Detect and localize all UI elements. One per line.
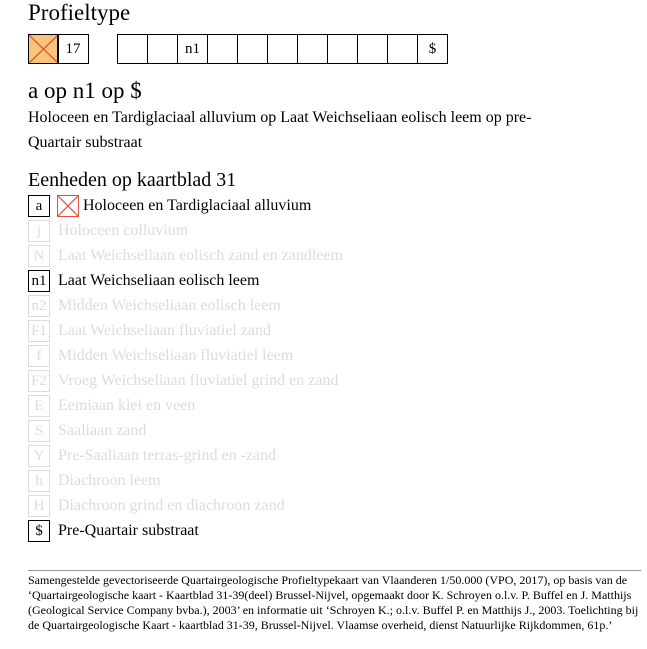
legend-code-box: Y	[28, 445, 50, 467]
profile-number: 17	[57, 34, 89, 64]
legend-label: Midden Weichseliaan eolisch leem	[58, 297, 281, 314]
legend-code-box: H	[28, 495, 50, 517]
footer-source-text: Samengestelde gevectoriseerde Quartairgeologische Profieltypekaart van Vlaanderen 1/50.000 (VPO, 2017), op basis van de ‘Quartairgeologische kaart - Kaartblad 31-39(deel) Brussel-Nijvel, opgemaakt door K. Schroyen o.l.v. P. Buffel en J. Matthijs (Geological Service Company bvba.), 2003’ en informatie uit ‘Schroyen K.; o.l.v. Buffel P. en Matthijs J., 2003. Toelichting bij de Quartairgeologische Kaart - kaartblad 31-39, Brussel-Nijvel. Vlaamse overheid, dienst Natuurlijke Rijkdommen, 61p.’	[28, 573, 639, 632]
profile-layer-cell	[267, 34, 298, 64]
cross-hatch-icon	[29, 35, 58, 63]
legend-code-box: S	[28, 420, 50, 442]
profile-layer-cell	[207, 34, 238, 64]
legend-code-box: a	[28, 195, 50, 217]
profile-layer-cell	[327, 34, 358, 64]
page-title: Profieltype	[28, 0, 131, 25]
legend-code-box: j	[28, 220, 50, 242]
profile-layer-cell	[237, 34, 268, 64]
profile-code-formula: a op n1 op $	[28, 78, 142, 103]
profile-layer-cell	[357, 34, 388, 64]
profile-description: Holoceen en Tardiglaciaal alluvium op Laat Weichseliaan eolisch leem op pre-Quartair substraat	[28, 109, 532, 151]
profile-layer-cell	[297, 34, 328, 64]
legend-code-box: n1	[28, 270, 50, 292]
legend-label: Laat Weichseliaan eolisch leem	[58, 272, 260, 289]
legend-label: Eemiaan klei en veen	[58, 397, 196, 414]
legend-label: Pre-Quartair substraat	[58, 522, 199, 539]
legend-code-box: $	[28, 520, 50, 542]
legend-code-box: f	[28, 345, 50, 367]
legend-code-box: F1	[28, 320, 50, 342]
profile-layer-cell	[117, 34, 148, 64]
profile-layer-cell: $	[417, 34, 448, 64]
cross-hatch-icon	[57, 195, 79, 217]
profile-symbol	[28, 34, 59, 64]
legend-label: Laat Weichseliaan fluviatiel zand	[58, 322, 271, 339]
legend-code-box: h	[28, 470, 50, 492]
profile-layer-cell	[147, 34, 178, 64]
legend-label: Saaliaan zand	[58, 422, 147, 439]
units-title: Eenheden op kaartblad 31	[28, 169, 237, 191]
legend-label: Diachroon leem	[58, 472, 161, 489]
legend-label: Holoceen colluvium	[58, 222, 189, 239]
legend-label: Diachroon grind en diachroon zand	[58, 497, 285, 514]
legend-label: Pre-Saaliaan terras-grind en -zand	[58, 447, 277, 464]
legend-label: Laat Weichseliaan eolisch zand en zandleem	[58, 247, 343, 264]
footer-divider	[28, 570, 641, 571]
legend-label: Midden Weichseliaan fluviatiel leem	[58, 347, 294, 364]
legend-label: Vroeg Weichseliaan fluviatiel grind en zand	[58, 372, 339, 389]
legend-code-box: F2	[28, 370, 50, 392]
profile-layer-cell	[387, 34, 418, 64]
legend-code-box: N	[28, 245, 50, 267]
legend-label: Holoceen en Tardiglaciaal alluvium	[83, 197, 312, 214]
legend-code-box: n2	[28, 295, 50, 317]
legend-code-box: E	[28, 395, 50, 417]
profile-layer-cell: n1	[177, 34, 208, 64]
